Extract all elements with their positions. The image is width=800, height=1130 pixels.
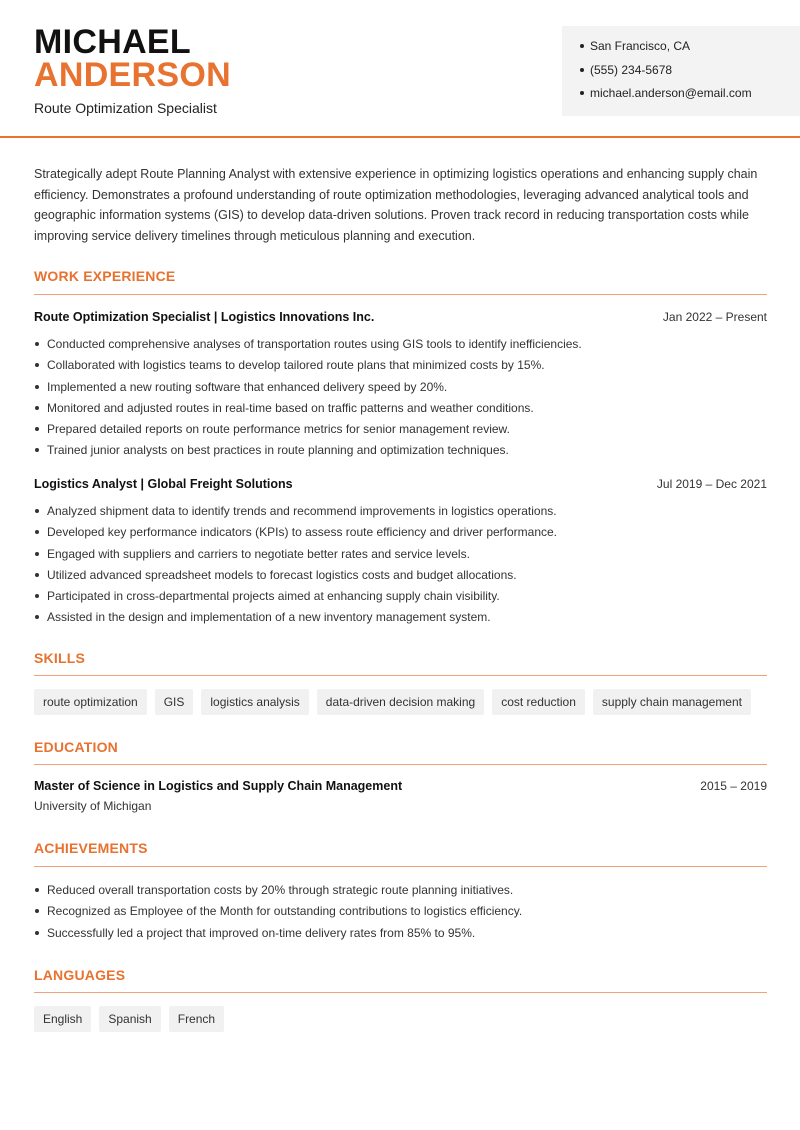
- language-tag: Spanish: [99, 1006, 160, 1032]
- contact-box: [562, 26, 800, 116]
- contact-location: San Francisco, CA: [562, 38, 800, 62]
- summary-text: Strategically adept Route Planning Analyst with extensive experience in optimizing logistics operations and enhancing supply chain efficiency. Demonstrates a profound understanding of route optimization methodologies, leveraging advanced analytical tools and geographic information systems (GIS) to develop data-driven solutions. Proven track record in reducing transportation costs while improving service delivery timelines through meticulous planning and execution.: [34, 167, 758, 243]
- job-bullets: [34, 503, 767, 631]
- list-item: Implemented a new routing software that enhanced delivery speed by 20%.: [34, 379, 767, 400]
- section-divider: [34, 866, 767, 867]
- list-item: Analyzed shipment data to identify trends and recommend improvements in logistics operations.: [34, 503, 767, 524]
- languages-list: [34, 1006, 224, 1032]
- list-item: Prepared detailed reports on route performance metrics for senior management review.: [34, 421, 767, 442]
- section-divider: [34, 675, 767, 676]
- skills-list: [34, 689, 751, 715]
- job-header: [34, 477, 767, 495]
- section-title-education: EDUCATION: [34, 739, 118, 755]
- section-title-work: WORK EXPERIENCE: [34, 268, 176, 284]
- job-role: Logistics Analyst | Global Freight Solutions: [34, 477, 293, 491]
- job-title: Route Optimization Specialist: [34, 100, 217, 116]
- skill-tag: data-driven decision making: [317, 689, 484, 715]
- list-item: Trained junior analysts on best practices in route planning and optimization techniques.: [34, 442, 767, 463]
- resume-header: [0, 0, 800, 138]
- job-bullets: [34, 336, 767, 464]
- section-title-achievements: ACHIEVEMENTS: [34, 840, 148, 856]
- education-degree: Master of Science in Logistics and Supply Chain Management: [34, 779, 403, 793]
- skill-tag: GIS: [155, 689, 194, 715]
- skill-tag: supply chain management: [593, 689, 751, 715]
- education-date: 2015 – 2019: [700, 779, 767, 793]
- section-title-skills: SKILLS: [34, 650, 85, 666]
- job-header: [34, 310, 767, 328]
- list-item: Engaged with suppliers and carriers to negotiate better rates and service levels.: [34, 546, 767, 567]
- list-item: Conducted comprehensive analyses of transportation routes using GIS tools to identify inefficiencies.: [34, 336, 767, 357]
- list-item: Participated in cross-departmental projects aimed at enhancing supply chain visibility.: [34, 588, 767, 609]
- list-item: Utilized advanced spreadsheet models to forecast logistics costs and budget allocations.: [34, 567, 767, 588]
- language-tag: English: [34, 1006, 91, 1032]
- contact-email: michael.anderson@email.com: [562, 85, 800, 109]
- first-name: MICHAEL: [34, 23, 191, 61]
- skill-tag: cost reduction: [492, 689, 585, 715]
- language-tag: French: [169, 1006, 224, 1032]
- section-divider: [34, 294, 767, 295]
- contact-phone: (555) 234-5678: [562, 62, 800, 86]
- skill-tag: logistics analysis: [201, 689, 308, 715]
- list-item: Reduced overall transportation costs by 20% through strategic route planning initiatives.: [34, 882, 767, 903]
- list-item: Assisted in the design and implementation of a new inventory management system.: [34, 609, 767, 630]
- education-school: University of Michigan: [34, 799, 152, 813]
- job-date: Jul 2019 – Dec 2021: [656, 477, 767, 491]
- section-title-languages: LANGUAGES: [34, 967, 126, 983]
- list-item: Monitored and adjusted routes in real-time based on traffic patterns and weather conditions.: [34, 400, 767, 421]
- job-date: Jan 2022 – Present: [662, 310, 767, 324]
- list-item: Collaborated with logistics teams to develop tailored route plans that minimized costs by 15%.: [34, 357, 767, 378]
- list-item: Successfully led a project that improved on-time delivery rates from 85% to 95%.: [34, 925, 767, 946]
- skill-tag: route optimization: [34, 689, 147, 715]
- section-divider: [34, 992, 767, 993]
- section-divider: [34, 764, 767, 765]
- list-item: Recognized as Employee of the Month for outstanding contributions to logistics efficiency.: [34, 903, 767, 924]
- achievements-list: [34, 882, 767, 946]
- list-item: Developed key performance indicators (KPIs) to assess route efficiency and driver performance.: [34, 524, 767, 545]
- job-role: Route Optimization Specialist | Logistics Innovations Inc.: [34, 310, 375, 324]
- last-name: ANDERSON: [34, 56, 231, 94]
